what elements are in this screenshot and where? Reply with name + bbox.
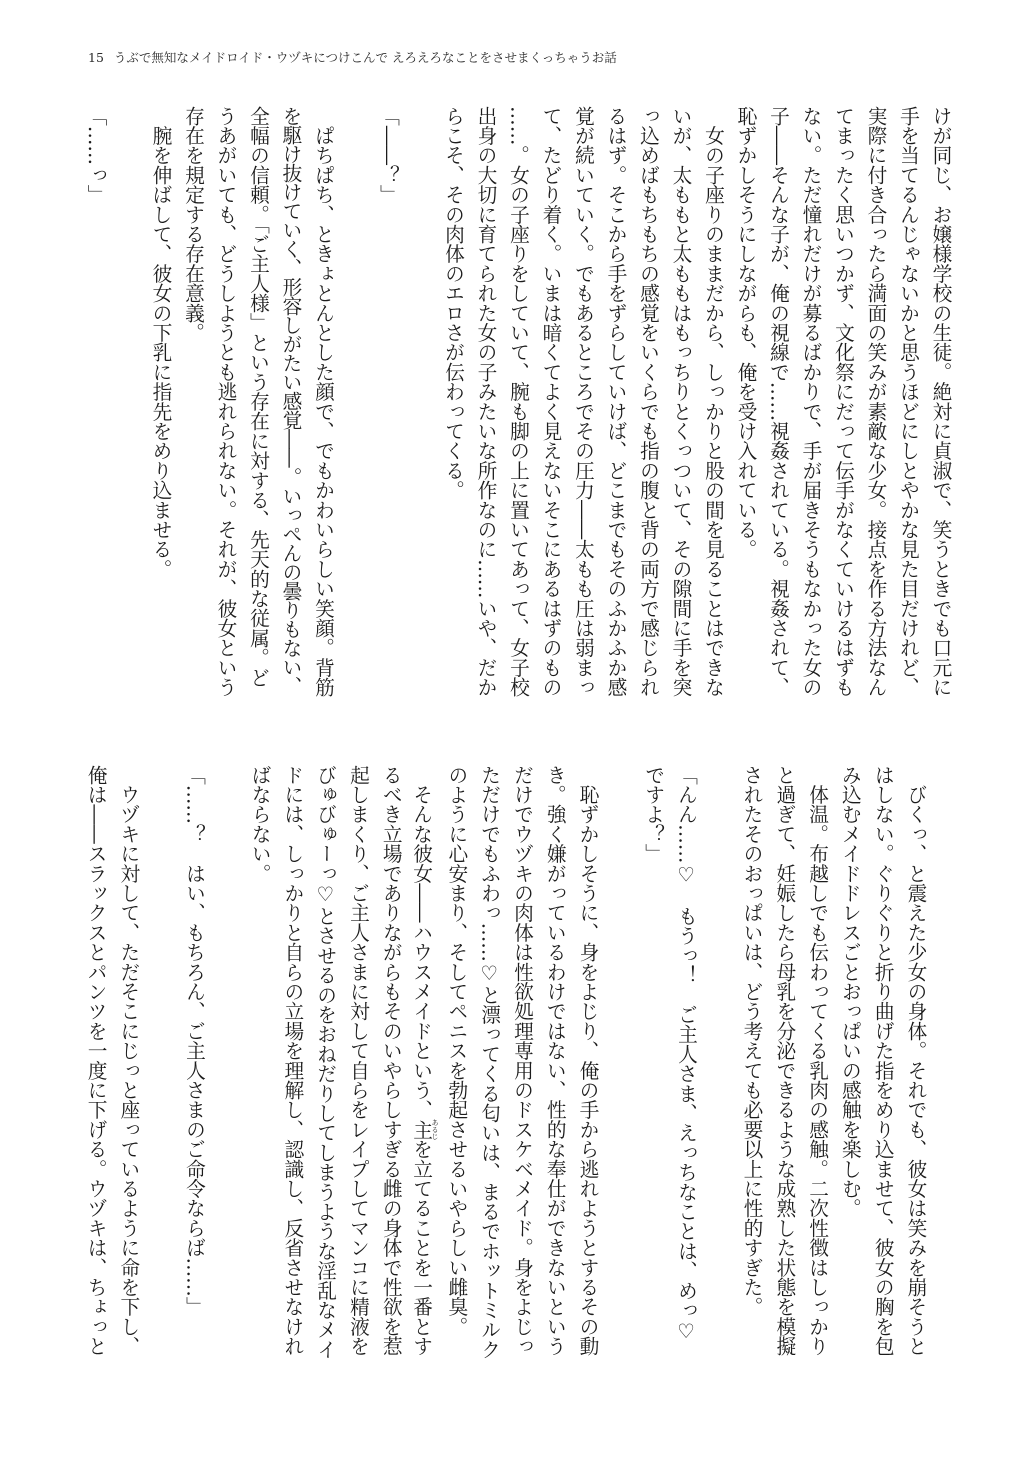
upper-text-block — [78, 106, 956, 706]
text-column: と過ぎて、妊娠したら母乳を分泌できるような成熟した状態を模擬 — [772, 765, 796, 1356]
text-column: ……。女の子座りをしていて、腕も脚の上に置いてあって、女子校 — [506, 106, 530, 697]
ruby-reading: あるじ — [431, 1118, 440, 1140]
running-header — [88, 50, 617, 66]
text-column: 実際に付き合ったら満面の笑みが素敵な少女。接点を作る方法なん — [864, 106, 887, 697]
text-column: ばならない。 — [248, 765, 272, 884]
text-column: びゅびゅーっ♡とさせるのをおねだりしてしまうような淫乱なメイ — [313, 765, 337, 1360]
text-column: うあがいても、どうしようとも逃れられない。それが、彼女という — [214, 106, 237, 697]
text-column: 恥ずかしそうに、身をよじり、俺の手から逃れようとするその動 — [576, 765, 600, 1356]
blank-column — [111, 106, 144, 706]
text-column: 手を当てるんじゃないかと思うほどにしとやかな見た目だけれど、 — [896, 106, 920, 697]
text-column: ただけでもふわっ……♡と漂ってくる匂いは、まるでホットミルク — [477, 765, 501, 1360]
text-column: るべき立場でありながらもそのいやらしすぎる雌の身体で性欲を惹 — [379, 765, 403, 1356]
text-column-with-ruby — [406, 765, 439, 1365]
text-column: らこそ、その肉体のエロさが伝わってくる。 — [441, 106, 465, 500]
text-segment: そんな彼女――ハウスメイドという、 — [409, 765, 433, 1120]
text-column: いが、太ももと太ももはもっちりとくっついて、その隙間に手を突 — [669, 106, 692, 697]
blank-column — [144, 765, 177, 1365]
text-column: 全幅の信頼。「ご主人様」という存在に対する、先天的な従属。ど — [246, 106, 270, 688]
text-column: 体温。布越しでも伝わってくる乳肉の感触。二次性徴はしっかり — [805, 765, 829, 1356]
text-column: 「んん……♡ もうっ！ ご主人さま、えっちなことは、めっ♡ — [674, 765, 698, 1343]
text-column: て、たどり着く。いまは暗くてよく見えないそこにあるはずのもの — [539, 106, 562, 697]
text-segment: を立てることを一番とす — [409, 1139, 433, 1356]
text-column: 俺は――スラックスとパンツを一度に下げる。ウヅキは、ちょっと — [84, 765, 108, 1356]
blank-column — [209, 765, 242, 1365]
text-column: 「……っ」 — [84, 106, 107, 205]
text-column: 女の子座りのままだから、しっかりと股の間を見ることはできな — [701, 106, 725, 697]
text-column: 子――そんな子が、俺の視線で……視姦されている。視姦されて、 — [766, 106, 790, 697]
text-column: ぱちぱち、ときょとんとした顔で、でもかわいらしい笑顔。背筋 — [311, 106, 335, 697]
blank-column — [603, 765, 636, 1365]
text-column: 「――？」 — [376, 106, 400, 205]
text-column: 覚が続いていく。でもあるところでその圧力――太もも圧は弱まっ — [571, 106, 595, 697]
text-column: びくっ、と震えた少女の身体。それでも、彼女は笑みを崩そうと — [904, 765, 927, 1356]
text-column: み込むメイドドレスごとおっぱいの感触を楽しむ。 — [838, 765, 862, 1219]
text-column: はしない。ぐりぐりと折り曲げた指をめり込ませて、彼女の胸を包 — [871, 765, 895, 1356]
text-column: ですよ？」 — [641, 765, 665, 864]
running-title: うぶで無知なメイドロイド・ウヅキにつけこんで えろえろなことをさせまくっちゃうお話 — [113, 50, 617, 65]
text-column: 出身の大切に育てられた女の子みたいな所作なのに……いや、だか — [474, 106, 497, 697]
page-number: 15 — [88, 50, 104, 65]
blank-column — [701, 765, 734, 1365]
lower-text-block — [78, 765, 931, 1365]
text-column: されたそのおっぱいは、どう考えても必要以上に性的すぎた。 — [740, 765, 764, 1317]
text-column: のように心安まり、そしてペニスを勃起させるいやらしい雌臭。 — [444, 765, 468, 1337]
text-column: るはず。そこから手をずらしていけば、どこまでもそのふかふか感 — [604, 106, 627, 697]
ruby-annotation — [409, 1118, 440, 1140]
text-column: ドには、しっかりと自らの立場を理解し、認識し、反省させなけれ — [280, 765, 304, 1356]
blank-column — [339, 106, 372, 706]
text-column: を駆け抜けていく、形容しがたい感覚――。いっぺんの曇りもない、 — [279, 106, 302, 695]
text-column: ウヅキに対して、ただそこにじっと座っているように命を下し、 — [116, 765, 140, 1356]
text-column: 腕を伸ばして、彼女の下乳に指先をめり込ませる。 — [149, 106, 172, 579]
text-column: っ込めばもちもちの感覚をいくらでも指の腹と背の両方で感じられ — [636, 106, 660, 697]
text-column: けが同じ、お嬢様学校の生徒。絶対に貞淑で、笑うときでも口元に — [929, 106, 952, 697]
ruby-base: 主 — [409, 1118, 433, 1140]
text-column: だけでウヅキの肉体は性欲処理専用のドスケベメイド。身をよじっ — [510, 765, 534, 1356]
text-column: 起しまくり、ご主人さまに対して自らをレイプしてマンコに精液を — [346, 765, 370, 1356]
blank-column — [404, 106, 437, 706]
text-column: てまったく思いつかず、文化祭にだって伝手がなくていけるはずも — [831, 106, 855, 697]
text-column: ない。ただ憧れだけが募るばかりで、手が届きそうもなかった女の — [799, 106, 822, 697]
text-column: 「……？ はい、もちろん、ご主人さまのご命令ならば……」 — [182, 765, 206, 1317]
text-column: き。強く嫌がっているわけではない、性的な奉仕ができないという — [543, 765, 567, 1356]
text-column: 恥ずかしそうにしながらも、俺を受け入れている。 — [734, 106, 757, 560]
text-column: 存在を規定する存在意義。 — [181, 106, 205, 343]
